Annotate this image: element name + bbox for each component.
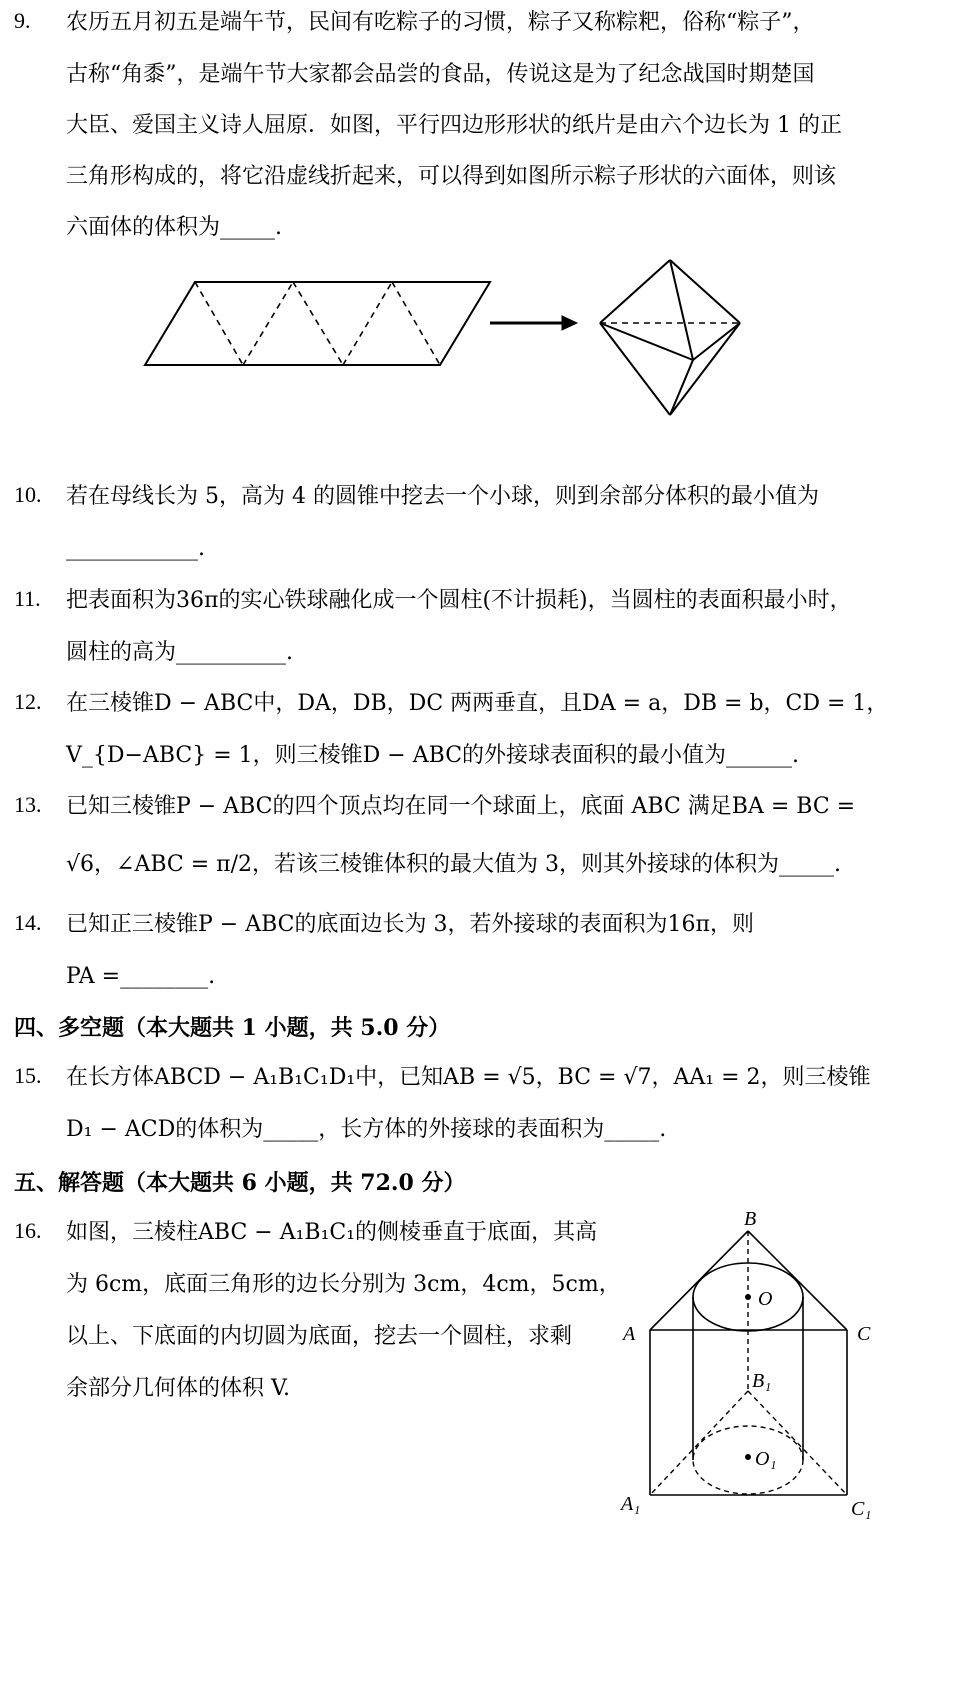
question-text-line: 若在母线长为 5，高为 4 的圆锥中挖去一个小球，则到余部分体积的最小值为	[66, 484, 819, 509]
question-text-line: V_{D−ABC} = 1，则三棱锥D − ABC的外接球表面积的最小值为______.	[66, 743, 800, 768]
question-text-line: 把表面积为36π的实心铁球融化成一个圆柱(不计损耗)，当圆柱的表面积最小时，	[66, 588, 852, 613]
label-A: A	[623, 1323, 636, 1345]
fold-lines	[195, 282, 440, 365]
question-number: 12.	[14, 689, 42, 714]
question-text-line: 农历五月初五是端午节，民间有吃粽子的习惯，粽子又称粽粑，俗称“粽子”，	[66, 10, 815, 35]
question-number: 10.	[14, 482, 42, 507]
question-text-line: 大臣、爱国主义诗人屈原．如图，平行四边形形状的纸片是由六个边长为 1 的正	[66, 113, 842, 138]
question-text-line: 已知三棱锥P − ABC的四个顶点均在同一个球面上，底面 ABC 满足BA = BC =	[66, 794, 856, 819]
question-text-line: 六面体的体积为_____.	[66, 215, 282, 240]
label-O: O	[758, 1288, 773, 1310]
label-C1: C₁	[851, 1498, 872, 1520]
question-text-line: 为 6cm，底面三角形的边长分别为 3cm，4cm，5cm，	[66, 1272, 621, 1297]
center-point-O	[745, 1294, 751, 1300]
question-number: 15.	[14, 1063, 42, 1088]
label-O1: O₁	[755, 1448, 777, 1470]
question-text-line: 圆柱的高为__________.	[66, 640, 293, 665]
question-number: 13.	[14, 792, 42, 817]
figure-9-folding-diagram	[140, 255, 780, 425]
question-text-line: 余部分几何体的体积 V.	[66, 1376, 291, 1401]
question-text-line: D₁ − ACD的体积为_____，长方体的外接球的表面积为_____.	[66, 1117, 667, 1142]
center-point-O1	[745, 1454, 751, 1460]
question-number: 14.	[14, 910, 42, 935]
question-text-line: ____________.	[66, 536, 205, 561]
question-text-line: 在三棱锥D − ABC中，DA，DB，DC 两两垂直，且DA = a，DB = b，CD = 1，	[66, 691, 889, 716]
arrow-icon	[490, 316, 577, 330]
question-number: 9.	[14, 8, 31, 33]
question-number: 11.	[14, 586, 41, 611]
figure-16-prism-diagram	[615, 1205, 890, 1525]
question-number: 16.	[14, 1218, 42, 1243]
question-text-line: 在长方体ABCD − A₁B₁C₁D₁中，已知AB = √5，BC = √7，AA₁ = 2，则三棱锥	[66, 1065, 871, 1090]
question-text-line: 如图，三棱柱ABC − A₁B₁C₁的侧棱垂直于底面，其高	[66, 1220, 598, 1245]
question-text-line: 三角形构成的，将它沿虚线折起来，可以得到如图所示粽子形状的六面体，则该	[66, 164, 837, 189]
section-heading: 五、解答题（本大题共 6 小题，共 72.0 分）	[14, 1170, 466, 1196]
hexahedron-solid	[600, 260, 740, 415]
question-text-line: PA =________.	[66, 964, 216, 989]
section-heading: 四、多空题（本大题共 1 小题，共 5.0 分）	[14, 1015, 451, 1041]
label-A1: A₁	[621, 1493, 641, 1515]
question-text-line: 已知正三棱锥P − ABC的底面边长为 3，若外接球的表面积为16π，则	[66, 912, 754, 937]
label-C: C	[857, 1323, 871, 1345]
question-text-line: 古称“角黍”，是端午节大家都会品尝的食品，传说这是为了纪念战国时期楚国	[66, 62, 815, 87]
label-B1: B₁	[752, 1370, 772, 1392]
question-text-line: 以上、下底面的内切圆为底面，挖去一个圆柱，求剩	[66, 1324, 573, 1349]
question-text-line: √6，∠ABC = π/2，若该三棱锥体积的最大值为 3，则其外接球的体积为_____.	[66, 852, 842, 877]
label-B: B	[744, 1208, 757, 1230]
